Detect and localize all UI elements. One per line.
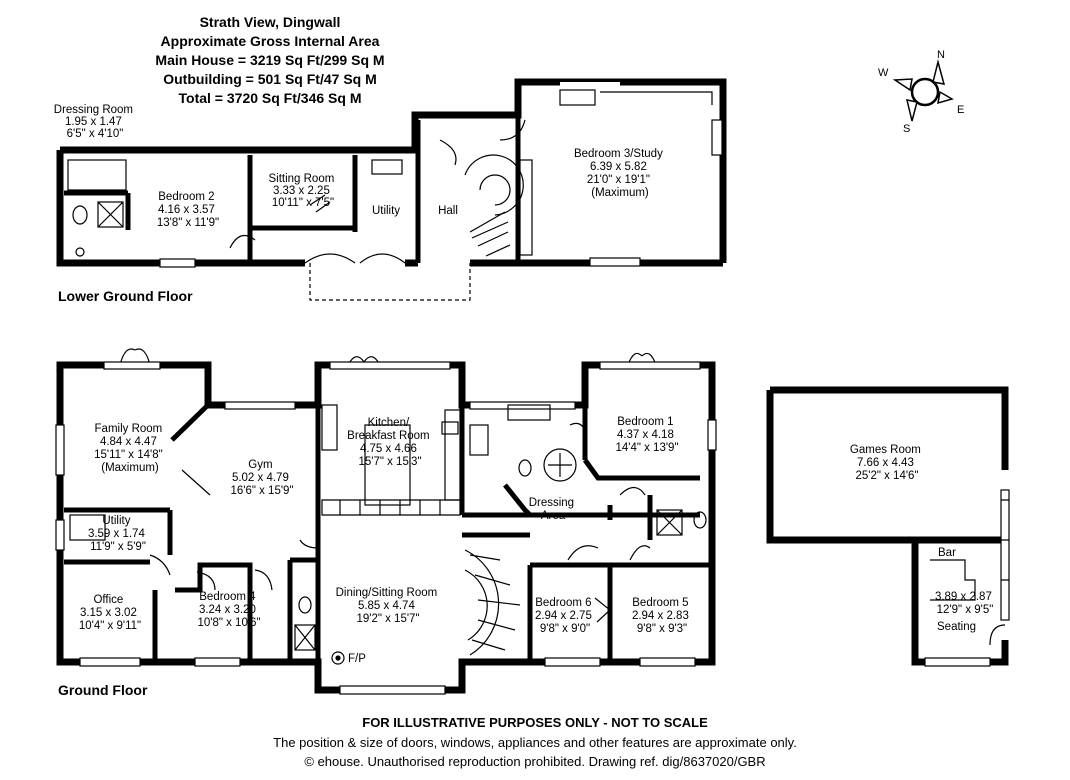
- bedroom6-metric: 2.94 x 2.75: [534, 610, 592, 622]
- svg-text:Kitchen/ Breakfast Room: [347, 417, 433, 468]
- bedroom4-name: Bedroom 4: [199, 591, 256, 603]
- gym-imperial: 16'6" x 15'9": [230, 485, 294, 497]
- footer-copyright: © ehouse. Unauthorised reproduction prohibited. Drawing ref. dig/8637020/GBR: [304, 754, 766, 769]
- family-room-name: Family Room: [94, 423, 163, 435]
- sitting-room-name: Sitting Room: [268, 173, 335, 185]
- games-room-name: Games Room: [849, 444, 921, 456]
- utility-lower-name: Utility: [371, 205, 401, 217]
- compass-n: N: [937, 49, 945, 61]
- dressing-room-metric: 1.95 x 1.47: [64, 116, 122, 128]
- bedroom3-name: Bedroom 3/Study: [573, 148, 663, 160]
- hall-name: Hall: [438, 205, 458, 217]
- games-room-imperial: 25'2" x 14'6": [855, 470, 919, 482]
- svg-text:Sitting Room 3.33 x 2.25: [268, 173, 337, 209]
- bedroom4-metric: 3.24 x 3.20: [198, 604, 256, 616]
- sitting-room-imperial: 10'11" x 7'5": [271, 197, 335, 209]
- dressing-area-line2: Area: [540, 510, 566, 522]
- dining-name: Dining/Sitting Room: [335, 587, 438, 599]
- family-room-note: (Maximum): [101, 462, 159, 474]
- bedroom3-imperial: 21'0" x 19'1": [586, 174, 650, 186]
- lower-ground-floor-label: Lower Ground Floor: [58, 288, 193, 304]
- kitchen-name-line2: Breakfast Room: [347, 430, 430, 442]
- ground-floor-label: Ground Floor: [58, 682, 148, 698]
- footer-note: The position & size of doors, windows, appliances and other features are approximate only.: [273, 735, 797, 750]
- office-name: Office: [93, 594, 124, 606]
- kitchen-name-line1: Kitchen/: [367, 417, 410, 429]
- bedroom1-name: Bedroom 1: [617, 416, 674, 428]
- bar-metric: 3.89 x 2.87: [934, 591, 992, 603]
- property-title: Strath View, Dingwall: [199, 14, 341, 30]
- utility-ground-name: Utility: [102, 515, 131, 527]
- bedroom1-imperial: 14'4" x 13'9": [615, 442, 679, 454]
- outbuilding-details: [925, 490, 1009, 666]
- sitting-room-metric: 3.33 x 2.25: [272, 185, 330, 197]
- seating-label: Seating: [937, 621, 977, 633]
- svg-text:Dining/Sitting Room 5.85 x: [336, 587, 441, 625]
- bar-imperial: 12'9" x 9'5": [936, 604, 994, 616]
- family-room-imperial: 15'11" x 14'8": [94, 449, 163, 461]
- bedroom2-metric: 4.16 x 3.57: [157, 204, 215, 216]
- svg-text:Bedroom 2 4.16 x 3.57: [157, 191, 219, 229]
- svg-text:3.89 x 2.87 12'9" x 9'5": [935, 591, 995, 616]
- utility-ground-imperial: 11'9" x 5'9": [90, 541, 146, 553]
- kitchen-metric: 4.75 x 4.66: [359, 443, 417, 455]
- bedroom5-name: Bedroom 5: [632, 597, 689, 609]
- office-metric: 3.15 x 3.02: [79, 607, 137, 619]
- svg-text:Bedroom 5 2.94 x 2.83: [632, 597, 692, 635]
- footer-disclaimer: FOR ILLUSTRATIVE PURPOSES ONLY - NOT TO SCALE: [362, 715, 708, 730]
- svg-text:Bedroom 1 4.37 x 4.18: [615, 416, 678, 454]
- dressing-area-line1: Dressing: [528, 497, 575, 509]
- svg-text:Bedroom 6 2.94 x 2.75: [535, 597, 595, 635]
- svg-text:Bedroom 3/Study 6.39 x 5.8: [574, 148, 666, 199]
- outbuilding-area: Outbuilding = 501 Sq Ft/47 Sq M: [163, 71, 377, 87]
- office-imperial: 10'4" x 9'11": [78, 620, 142, 632]
- compass-w: W: [878, 67, 889, 79]
- bedroom3-note: (Maximum): [591, 187, 649, 199]
- svg-text:Games Room 7.66 x 4.43: [850, 444, 924, 482]
- svg-text:Family Room 4.84 x 4.47: [94, 423, 166, 474]
- area-subtitle: Approximate Gross Internal Area: [160, 33, 380, 49]
- compass-icon: [878, 49, 964, 135]
- svg-text:Gym 5.02 x 4.79 16'6": [230, 459, 293, 497]
- bar-label: Bar: [938, 547, 956, 559]
- svg-text:Utility 3.59 x 1.74 11: [88, 515, 148, 553]
- svg-text:Dressing Room 1.95 x 1.47: [54, 104, 136, 140]
- svg-text:Office 3.15 x 3.02 10': [79, 594, 141, 632]
- kitchen-imperial: 15'7" x 15'3": [358, 456, 422, 468]
- dressing-room-name: Dressing Room: [53, 104, 134, 116]
- bedroom5-imperial: 9'8" x 9'3": [636, 623, 688, 635]
- svg-text:Bedroom 4 3.24 x 3.20: [197, 591, 260, 629]
- utility-ground-metric: 3.59 x 1.74: [87, 528, 145, 540]
- bedroom6-imperial: 9'8" x 9'0": [539, 623, 591, 635]
- bedroom6-name: Bedroom 6: [535, 597, 592, 609]
- dining-metric: 5.85 x 4.74: [357, 600, 415, 612]
- compass-s: S: [903, 123, 911, 135]
- gym-metric: 5.02 x 4.79: [231, 472, 289, 484]
- bedroom3-metric: 6.39 x 5.82: [589, 161, 647, 173]
- games-room-metric: 7.66 x 4.43: [856, 457, 914, 469]
- fireplace-label: F/P: [348, 653, 366, 665]
- bedroom2-name: Bedroom 2: [158, 191, 215, 203]
- total-area: Total = 3720 Sq Ft/346 Sq M: [178, 90, 362, 106]
- svg-text:Dressing Area: [529, 497, 578, 522]
- bedroom2-imperial: 13'8" x 11'9": [156, 217, 220, 229]
- dressing-room-imperial: 6'5" x 4'10": [66, 128, 124, 140]
- dining-imperial: 19'2" x 15'7": [356, 613, 420, 625]
- family-room-metric: 4.84 x 4.47: [99, 436, 157, 448]
- main-house-area: Main House = 3219 Sq Ft/299 Sq M: [155, 52, 385, 68]
- bedroom4-imperial: 10'8" x 10'6": [197, 617, 261, 629]
- ground-floor-walls: [60, 365, 712, 690]
- gym-name: Gym: [248, 459, 273, 471]
- bedroom5-metric: 2.94 x 2.83: [631, 610, 689, 622]
- compass-e: E: [957, 104, 965, 116]
- bedroom1-metric: 4.37 x 4.18: [616, 429, 674, 441]
